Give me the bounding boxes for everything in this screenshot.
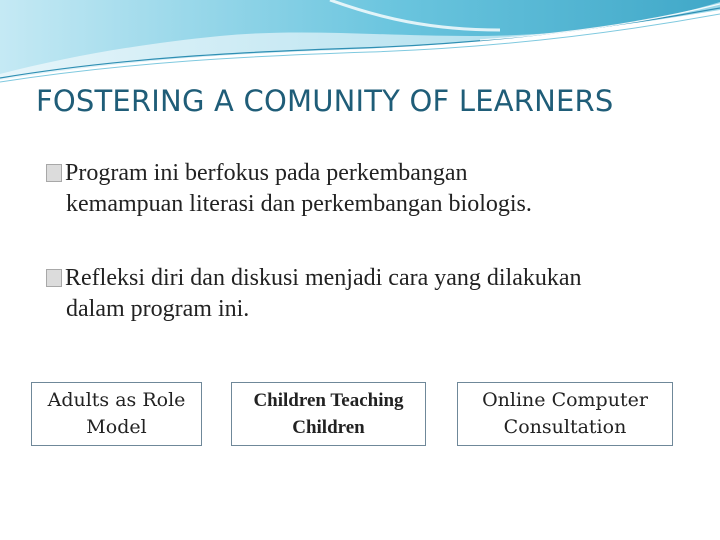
bullet-text-continuation: dalam program ini.	[66, 296, 250, 322]
box-text: Model	[86, 416, 147, 438]
bullet-text: Program ini berfokus pada perkembangan	[65, 160, 468, 186]
bullet-item-1	[46, 158, 696, 220]
box-text: Children Teaching	[253, 390, 404, 411]
bullet-line	[46, 158, 696, 189]
bullet-text: Refleksi diri dan diskusi menjadi cara yang dilakukan	[65, 265, 582, 291]
bullet-box-icon	[46, 269, 62, 287]
box-text: Online Computer	[482, 389, 648, 411]
header-wave-decoration	[0, 0, 720, 90]
box-text: Children	[292, 417, 365, 438]
box-online-computer-consultation	[457, 382, 673, 446]
box-children-teaching-children	[231, 382, 426, 446]
bullet-text-continuation: kemampuan literasi dan perkembangan biologis.	[66, 191, 532, 217]
bullet-box-icon	[46, 164, 62, 182]
box-adults-as-role-model	[31, 382, 202, 446]
box-text: Consultation	[503, 416, 627, 438]
bullet-line	[46, 263, 696, 294]
slide-title: FOSTERING A COMUNITY OF LEARNERS	[36, 84, 614, 118]
box-text: Adults as Role	[47, 389, 186, 411]
bullet-item-2	[46, 263, 696, 325]
